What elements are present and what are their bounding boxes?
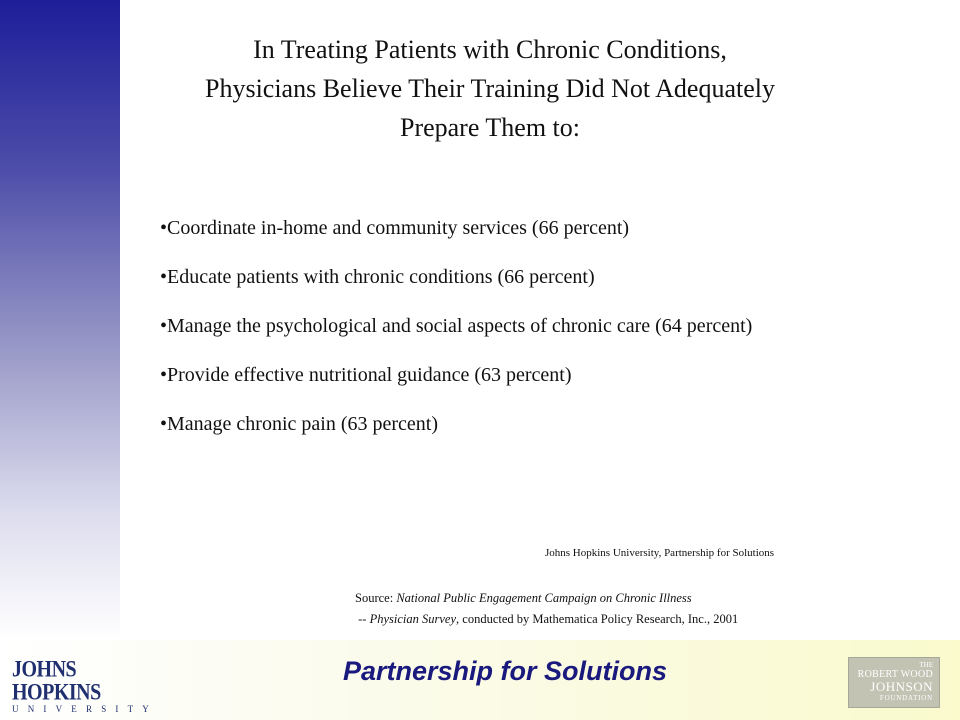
source-line-2 <box>355 609 738 630</box>
footer-title: Partnership for Solutions <box>342 656 668 686</box>
source-citation <box>355 588 738 630</box>
bullet-item: • Manage chronic pain (63 percent) <box>160 410 840 438</box>
jhu-logo-university: UNIVERSITY <box>12 704 158 714</box>
title-line-2: Physicians Believe Their Training Did Not Adequately <box>204 74 776 103</box>
title-line-1: In Treating Patients with Chronic Conditions, <box>253 35 727 64</box>
left-gradient-bar <box>0 0 120 640</box>
rwj-foundation-logo <box>848 657 940 708</box>
bullet-list <box>160 214 840 459</box>
rwj-logo-line-1: ROBERT WOOD <box>857 669 933 680</box>
rwj-logo-the: THE <box>919 661 933 669</box>
source-line-1 <box>355 588 738 609</box>
bullet-item: • Educate patients with chronic conditions (66 percent) <box>160 263 840 291</box>
jhu-logo-name: JOHNS HOPKINS <box>12 656 101 706</box>
bullet-item: • Manage the psychological and social aspects of chronic care (64 percent) <box>160 312 840 340</box>
source-prefix: Source: <box>355 591 397 605</box>
slide-title <box>170 30 810 147</box>
bullet-item: • Coordinate in-home and community services (66 percent) <box>160 214 840 242</box>
source-dash: -- <box>358 612 370 626</box>
bullet-item: • Provide effective nutritional guidance (63 percent) <box>160 361 840 389</box>
title-line-3: Prepare Them to: <box>399 113 581 142</box>
source-suffix: , conducted by Mathematica Policy Research, Inc., 2001 <box>456 612 739 626</box>
rwj-logo-line-2: JOHNSON <box>870 679 933 694</box>
source-survey: Physician Survey <box>369 612 457 626</box>
source-campaign: National Public Engagement Campaign on Chronic Illness <box>396 591 692 605</box>
rwj-logo-line-3: FOUNDATION <box>879 694 933 702</box>
credit-line: Johns Hopkins University, Partnership for Solutions <box>545 547 775 559</box>
